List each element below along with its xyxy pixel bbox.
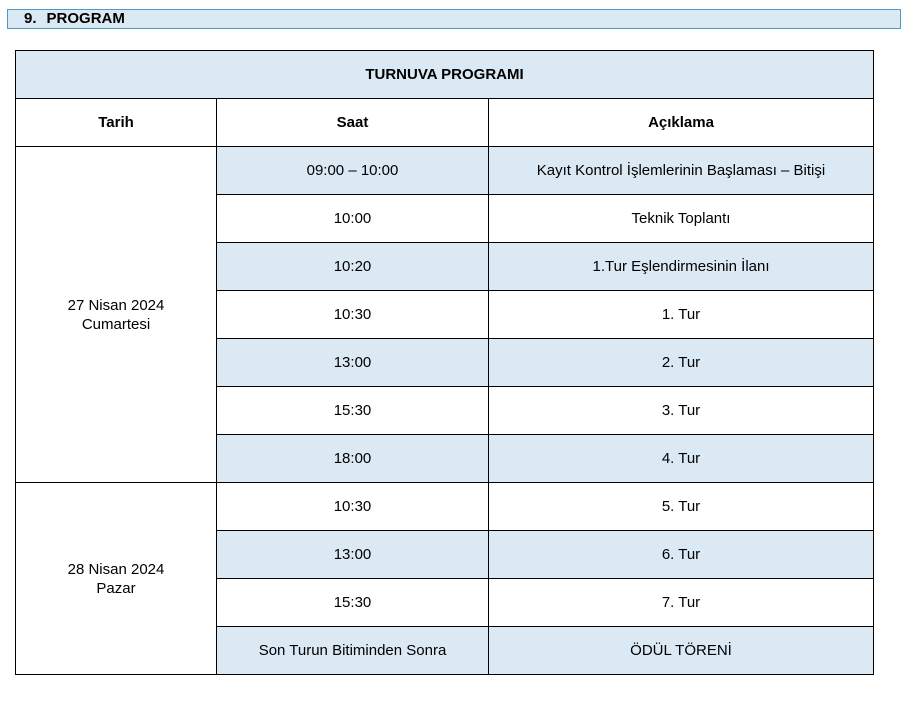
table-title: TURNUVA PROGRAMI xyxy=(16,51,874,99)
description-cell: Kayıt Kontrol İşlemlerinin Başlaması – Bitişi xyxy=(489,147,874,195)
time-cell: 10:00 xyxy=(217,195,489,243)
description-cell: 3. Tur xyxy=(489,387,874,435)
tournament-schedule-table xyxy=(15,50,874,675)
header-date: Tarih xyxy=(16,99,217,147)
description-cell: 4. Tur xyxy=(489,435,874,483)
time-cell: 10:30 xyxy=(217,291,489,339)
day-text: Pazar xyxy=(96,579,136,597)
table-title-row xyxy=(16,51,874,99)
date-cell-day2 xyxy=(16,483,217,675)
date-text: 28 Nisan 2024 xyxy=(67,560,165,578)
time-cell: 10:20 xyxy=(217,243,489,291)
table-row xyxy=(16,147,874,195)
section-title: PROGRAM xyxy=(46,10,125,27)
time-cell: 15:30 xyxy=(217,387,489,435)
time-cell: 13:00 xyxy=(217,531,489,579)
time-cell: 15:30 xyxy=(217,579,489,627)
description-cell: 6. Tur xyxy=(489,531,874,579)
time-cell: 18:00 xyxy=(217,435,489,483)
time-cell: 09:00 – 10:00 xyxy=(217,147,489,195)
description-cell: 7. Tur xyxy=(489,579,874,627)
time-cell: Son Turun Bitiminden Sonra xyxy=(217,627,489,675)
table-header-row xyxy=(16,99,874,147)
description-cell: 5. Tur xyxy=(489,483,874,531)
description-cell: Teknik Toplantı xyxy=(489,195,874,243)
header-time: Saat xyxy=(217,99,489,147)
section-number: 9. xyxy=(24,10,37,27)
header-description: Açıklama xyxy=(489,99,874,147)
date-cell-day1 xyxy=(16,147,217,483)
description-cell: 1. Tur xyxy=(489,291,874,339)
time-cell: 10:30 xyxy=(217,483,489,531)
description-cell: ÖDÜL TÖRENİ xyxy=(489,627,874,675)
description-cell: 1.Tur Eşlendirmesinin İlanı xyxy=(489,243,874,291)
section-header xyxy=(7,9,901,29)
time-cell: 13:00 xyxy=(217,339,489,387)
day-text: Cumartesi xyxy=(81,315,151,333)
description-cell: 2. Tur xyxy=(489,339,874,387)
date-text: 27 Nisan 2024 xyxy=(67,296,165,314)
table-row xyxy=(16,483,874,531)
